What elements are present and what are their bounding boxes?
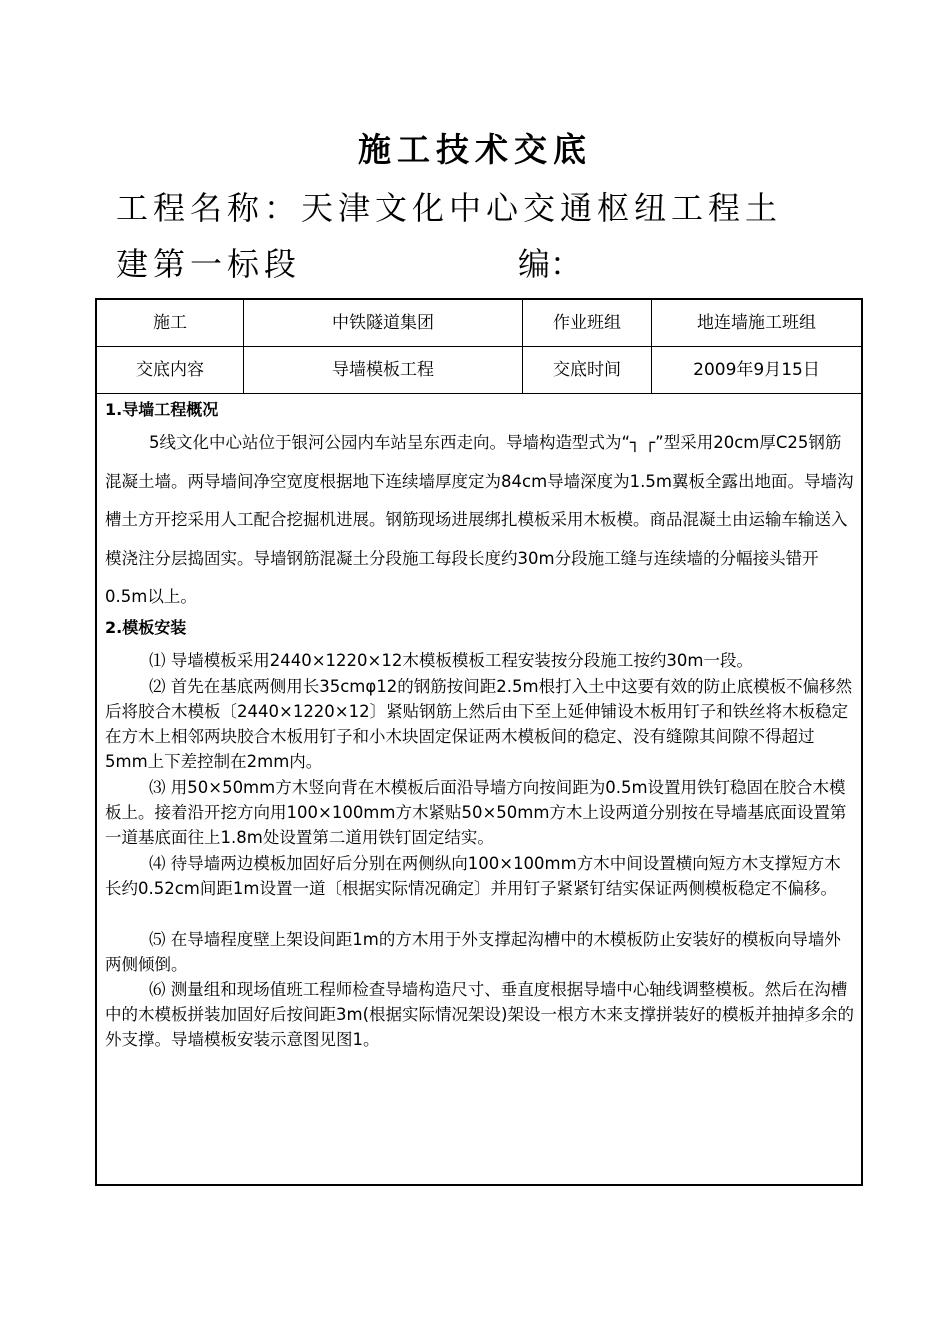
document-number-label: 编： [518, 245, 583, 283]
formwork-step-5: ⑸ 在导墙程度壁上架设间距1m的方木用于外支撑起沟槽中的木模板防止安装好的模板向导墙外两侧倾倒。 [105, 930, 841, 974]
formwork-step-6: ⑹ 测量组和现场值班工程师检查导墙构造尺寸、垂直度根据导墙中心轴线调整模板。然后在沟槽中的木模板拼装加固好后按间距3m(根据实际情况架设)架设一根方木来支撑拼装好的模板并抽掉多余的外支撑。导墙模板安装示意图见图1。 [105, 980, 854, 1049]
construction-label: 施工 [97, 300, 244, 346]
section-heading-overview: 1.导墙工程概况 [105, 400, 219, 419]
overview-paragraph: 5线文化中心站位于银河公园内车站呈东西走向。导墙构造型式为“┐ ┌”型采用20cm厚C25钢筋混凝土墙。两导墙间净空宽度根据地下连续墙厚度定为84cm导墙深度为1.5m翼板全露出地面。导墙沟槽土方开挖采用人工配合挖掘机进展。钢筋现场进展绑扎模板采用木板模。商品混凝土由运输车输送入模浇注分层捣固实。导墙钢筋混凝土分段施工每段长度约30m分段施工缝与连续墙的分幅接头错开0.5m以上。 [105, 433, 854, 606]
project-name-line1: 工程名称：天津文化中心交通枢纽工程土 [116, 189, 783, 227]
content-value: 导墙模板工程 [244, 347, 523, 393]
disclosure-table [95, 298, 863, 1186]
date-label: 交底时间 [523, 347, 652, 393]
formwork-step-3: ⑶ 用50×50mm方木竖向背在木模板后面沿导墙方向按间距为0.5m设置用铁钉稳固在胶合木模板上。接着沿开挖方向用100×100mm方木紧贴50×50mm方木上设两道分别按在导墙基底面设置第一道基底面往上1.8m处设置第二道用铁钉固定结实。 [105, 778, 847, 847]
section-heading-formwork: 2.模板安装 [105, 618, 187, 637]
formwork-step-1: ⑴ 导墙模板采用2440×1220×12木模板模板工程安装按分段施工按约30m一段。 [149, 651, 753, 670]
construction-unit-value: 中铁隧道集团 [244, 300, 523, 346]
project-name-line2: 建第一标段 [116, 245, 302, 283]
formwork-step-4: ⑷ 待导墙两边模板加固好后分别在两侧纵向100×100mm方木中间设置横向短方木支撑短方木长约0.52cm间距1m设置一道〔根据实际情况确定〕并用钉子紧紧钉结实保证两侧模板稳定不偏移。 [105, 854, 841, 898]
document-title: 施工技术交底 [358, 130, 592, 169]
formwork-step-2: ⑵ 首先在基底两侧用长35cmφ12的钢筋按间距2.5m根打入土中这要有效的防止底模板不偏移然后将胶合木模板〔2440×1220×12〕紧贴钢筋上然后由下至上延伸铺设木板用钉子和铁丝将木板稳定在方木上相邻两块胶合木板用钉子和小木块固定保证两木模板间的稳定、没有缝隙其间隙不得超过5mm上下差控制在2mm内。 [105, 677, 853, 771]
info-row-content [97, 347, 861, 394]
work-team-value: 地连墙施工班组 [697, 313, 816, 333]
info-row-construction [97, 300, 861, 347]
content-label: 交底内容 [97, 347, 244, 393]
date-value: 2009年9月15日 [693, 360, 820, 380]
work-team-label: 作业班组 [523, 300, 652, 346]
